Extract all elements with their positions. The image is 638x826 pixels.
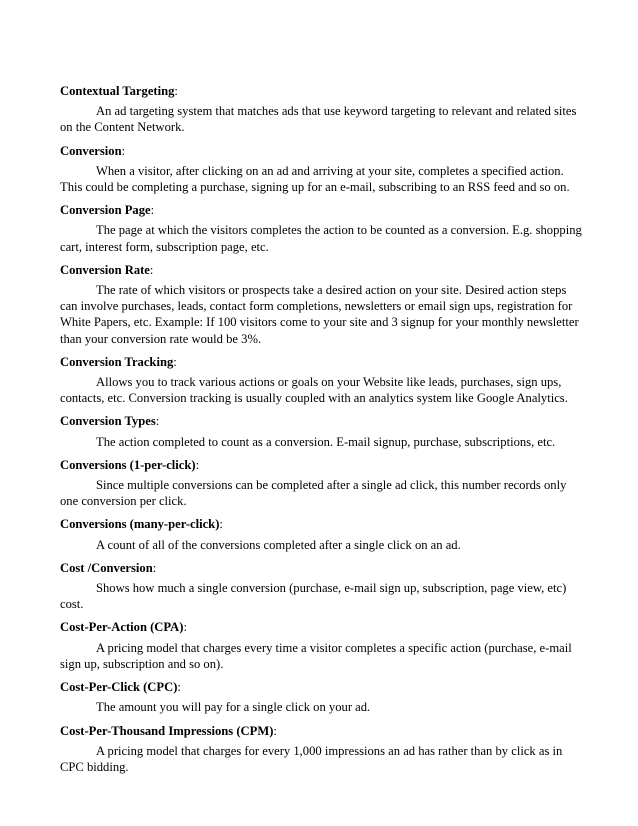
- glossary-entry: [60, 80, 582, 136]
- glossary-entry: [60, 140, 582, 196]
- term-name: Conversions (1-per-click): [60, 457, 196, 472]
- term-definition: The page at which the visitors completes the action to be counted as a conversion. E.g. shopping cart, interest form, subscription page, etc.: [60, 223, 582, 254]
- term-colon: :: [149, 262, 154, 277]
- term-name: Conversion Rate: [60, 262, 150, 277]
- term-name: Cost-Per-Click (CPC): [60, 680, 178, 695]
- term-colon: :: [152, 560, 157, 575]
- term-colon: :: [150, 203, 155, 218]
- term-heading: [60, 351, 582, 370]
- term-definition: An ad targeting system that matches ads that use keyword targeting to relevant and related sites on the Content Network.: [60, 104, 577, 135]
- term-name: Conversion Types: [60, 414, 156, 429]
- term-name: Cost-Per-Thousand Impressions (CPM): [60, 723, 274, 738]
- term-heading: [60, 410, 582, 429]
- term-name: Conversion Tracking: [60, 354, 174, 369]
- term-heading: [60, 616, 582, 635]
- term-colon: :: [195, 457, 200, 472]
- term-name: Conversions (many-per-click): [60, 517, 220, 532]
- term-definition: Since multiple conversions can be completed after a single ad click, this number records only one conversion per click.: [60, 478, 567, 509]
- term-colon: :: [273, 723, 277, 738]
- term-heading: [60, 259, 582, 278]
- glossary-entry: [60, 557, 582, 613]
- term-colon: :: [174, 84, 178, 98]
- term-colon: :: [219, 517, 223, 532]
- glossary-entry: [60, 676, 582, 715]
- term-colon: :: [121, 143, 126, 158]
- glossary-entry: [60, 199, 582, 255]
- term-definition: The amount you will pay for a single click on your ad.: [96, 700, 371, 715]
- term-heading: [60, 557, 582, 576]
- term-definition: Allows you to track various actions or goals on your Website like leads, purchases, sign ups, contacts, etc. Conversion tracking is usually coupled with an analytics system like Google Analytics.: [60, 375, 568, 406]
- glossary-entry: [60, 351, 582, 407]
- term-colon: :: [177, 680, 181, 695]
- glossary-page: [60, 80, 582, 779]
- glossary-entry: [60, 410, 582, 449]
- term-heading: [60, 140, 582, 159]
- term-heading: [60, 80, 582, 99]
- term-definition: Shows how much a single conversion (purchase, e-mail sign up, subscription, page view, etc) cost.: [60, 581, 567, 612]
- term-definition: The action completed to count as a conversion. E-mail signup, purchase, subscriptions, etc.: [96, 434, 556, 449]
- term-definition: A count of all of the conversions completed after a single click on an ad.: [96, 537, 461, 552]
- term-colon: :: [155, 414, 160, 429]
- term-heading: [60, 199, 582, 218]
- term-name: Cost-Per-Action (CPA): [60, 620, 184, 635]
- term-heading: [60, 720, 582, 739]
- term-name: Conversion: [60, 143, 122, 158]
- term-definition: The rate of which visitors or prospects take a desired action on your site. Desired action steps can involve purchases, leads, contact form completions, newsletters or email sign ups, registration for White Papers, etc. Example: If 100 visitors come to your site and 3 signup for your monthly newsletter than your conversion rate would be 3%.: [60, 283, 579, 346]
- glossary-entry: [60, 720, 582, 776]
- term-name: Conversion Page: [60, 203, 151, 218]
- glossary-entry: [60, 513, 582, 552]
- term-definition: A pricing model that charges every time a visitor completes a specific action (purchase, e-mail sign up, subscription and so on).: [60, 640, 572, 671]
- term-definition: When a visitor, after clicking on an ad and arriving at your site, completes a specified action. This could be completing a purchase, signing up for an e-mail, subscribing to an RSS feed and so on.: [60, 163, 570, 195]
- term-name: Cost /Conversion: [60, 560, 153, 575]
- term-colon: :: [183, 620, 187, 635]
- term-heading: [60, 513, 582, 532]
- term-name: Contextual Targeting: [60, 84, 175, 98]
- glossary-entry: [60, 616, 582, 672]
- glossary-entry: [60, 454, 582, 510]
- term-heading: [60, 454, 582, 473]
- term-definition: A pricing model that charges for every 1,000 impressions an ad has rather than by click as in CPC bidding.: [60, 743, 563, 774]
- term-heading: [60, 676, 582, 695]
- term-colon: :: [173, 354, 177, 369]
- glossary-entry: [60, 259, 582, 347]
